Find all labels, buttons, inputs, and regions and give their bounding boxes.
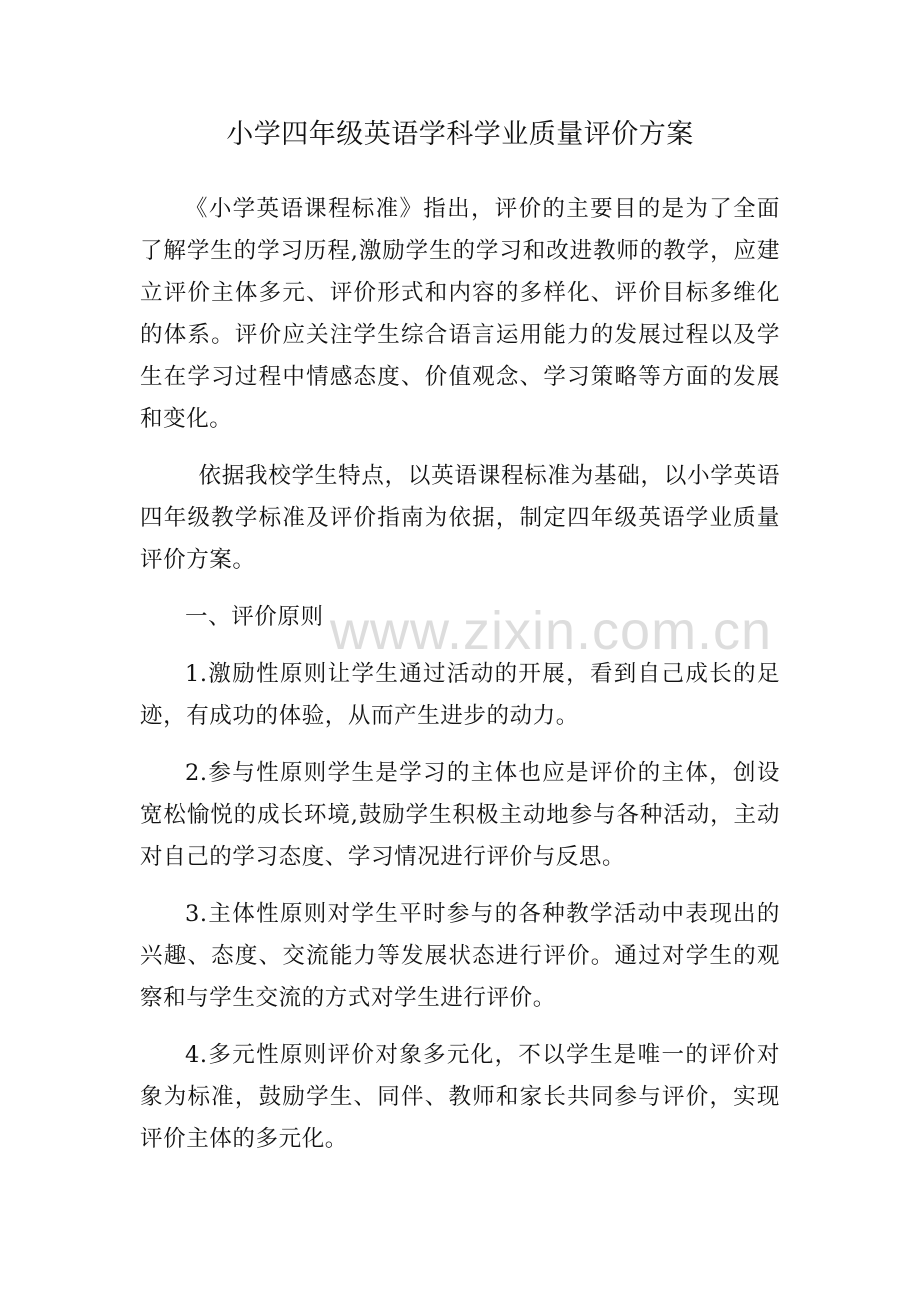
paragraph-intro: 《小学英语课程标准》指出，评价的主要目的是为了全面了解学生的学习历程,激励学生的学习和改进教师的教学，应建立评价主体多元、评价形式和内容的多样化、评价目标多维化的体系。评价应关注学生综合语言运用能力的发展过程以及学生在学习过程中情感态度、价值观念、学习策略等方面的发展和变化。 [140,196,780,432]
principle-item-3: 3.主体性原则对学生平时参与的各种教学活动中表现出的兴趣、态度、交流能力等发展状态进行评价。通过对学生的观察和与学生交流的方式对学生进行评价。 [140,901,780,1011]
watermark: www.zixin.com.cn [330,601,773,661]
principle-item-2: 2.参与性原则学生是学习的主体也应是评价的主体，创设宽松愉悦的成长环境,鼓励学生积极主动地参与各种活动，主动对自己的学习态度、学习情况进行评价与反思。 [140,760,780,870]
document-title: 小学四年级英语学科学业质量评价方案 [226,119,694,150]
paragraph-basis: 依据我校学生特点，以英语课程标准为基础，以小学英语四年级教学标准及评价指南为依据，制定四年级英语学业质量评价方案。 [140,463,780,573]
document-body [140,188,780,1175]
principle-item-4: 4.多元性原则评价对象多元化，不以学生是唯一的评价对象为标准，鼓励学生、同伴、教师和家长共同参与评价，实现评价主体的多元化。 [140,1042,780,1152]
section-heading-principles: 一、评价原则 [185,604,324,630]
principle-item-1: 1.激励性原则让学生通过活动的开展，看到自己成长的足迹，有成功的体验，从而产生进步的动力。 [140,661,780,729]
